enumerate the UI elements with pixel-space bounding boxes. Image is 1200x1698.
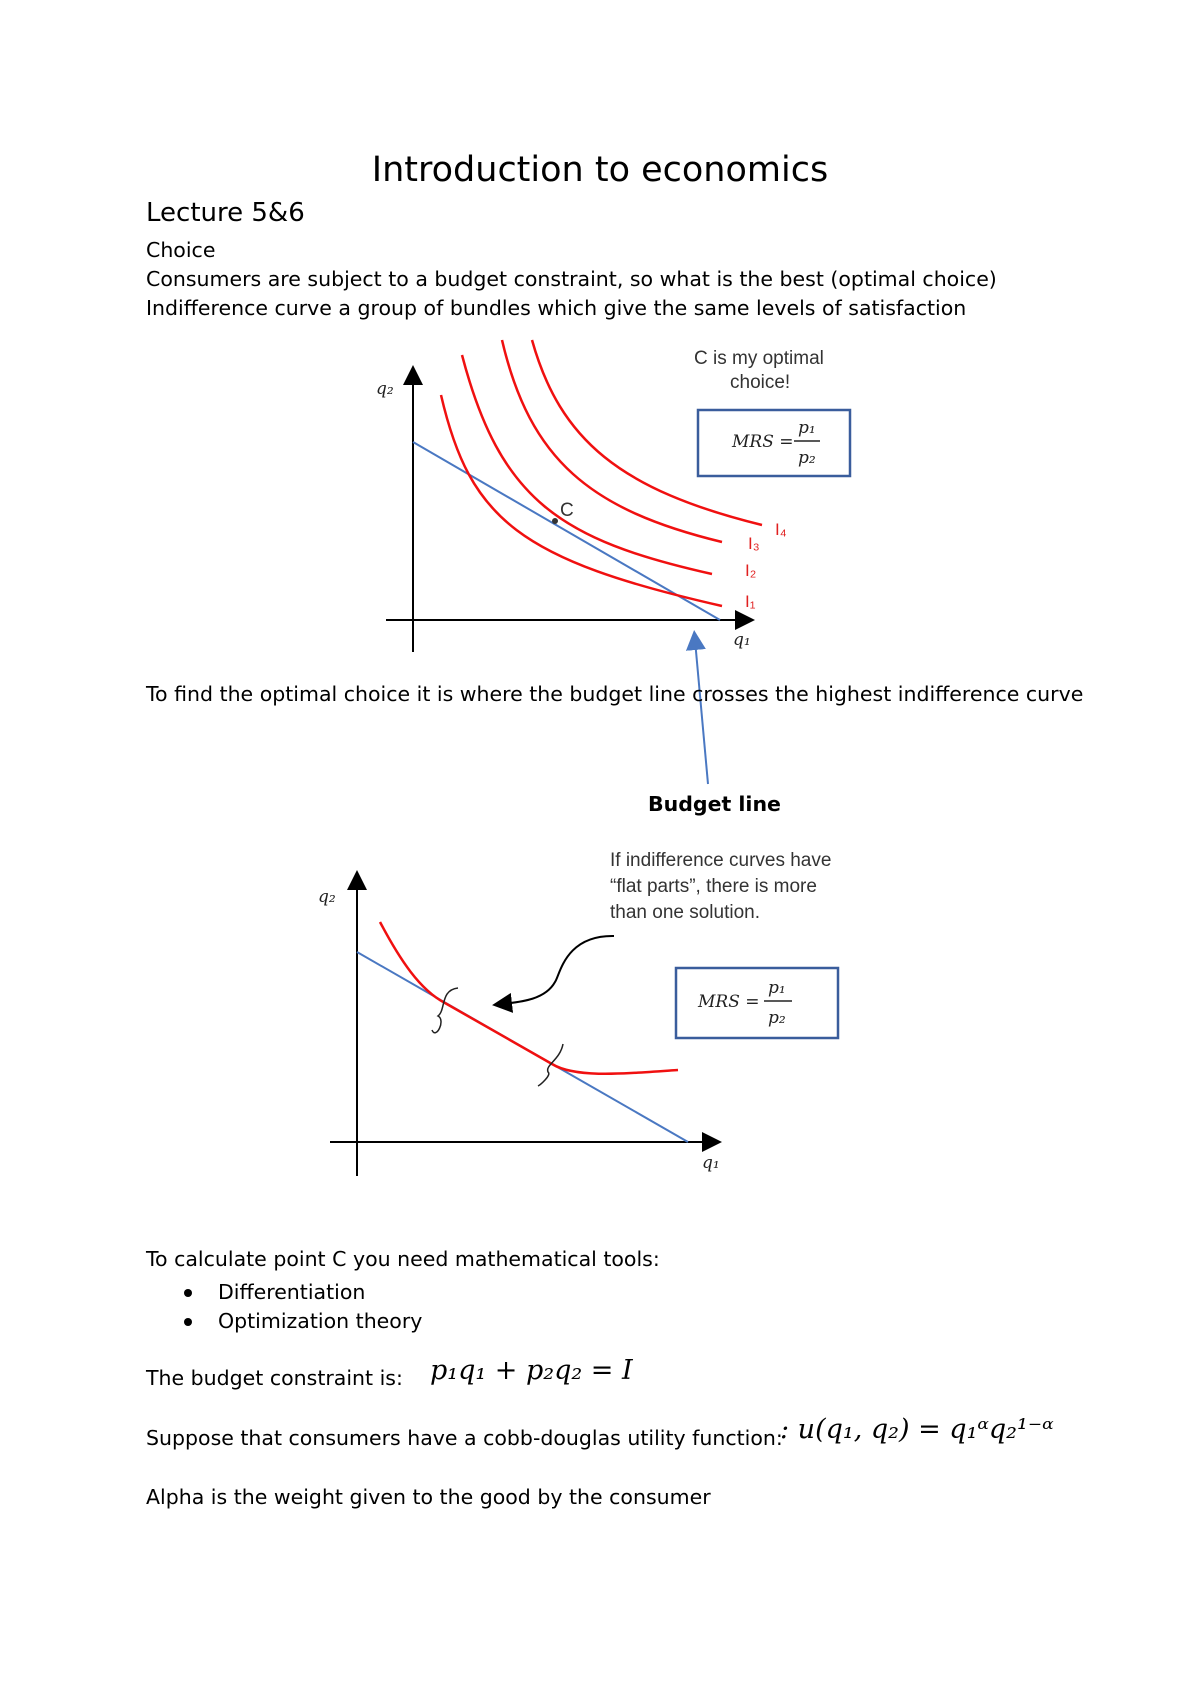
fig1-mrs-label: MRS = (732, 432, 794, 452)
budget-constraint-sentence: Consumers are subject to a budget constraint, so what is the best (optimal choice) (146, 267, 997, 291)
fig1-point-c-label: C (560, 500, 574, 521)
calc-intro-sentence: To calculate point C you need mathematical tools: (146, 1247, 660, 1271)
alpha-sentence: Alpha is the weight given to the good by the consumer (146, 1485, 711, 1509)
budget-line-label: Budget line (648, 792, 781, 816)
budget-constraint-label: The budget constraint is: (146, 1366, 403, 1390)
optimal-choice-sentence: To find the optimal choice it is where the budget line crosses the highest indifference curve (146, 682, 1084, 706)
fig1-y-axis-label: q₂ (376, 379, 394, 399)
cobb-douglas-sentence: Suppose that consumers have a cobb-douglas utility function: (146, 1426, 783, 1450)
cobb-douglas-formula: : u(q₁, q₂) = q₁ᵅq₂¹⁻ᵅ (780, 1414, 1054, 1445)
fig1-mrs-denominator: p₂ (798, 448, 816, 468)
fig2-left-brace (432, 988, 458, 1033)
lecture-heading: Lecture 5&6 (146, 198, 305, 228)
fig1-mrs-numerator: p₁ (798, 418, 816, 438)
budget-line-pointer-arrow (695, 640, 708, 784)
fig2-right-brace (538, 1044, 563, 1086)
indifference-curve-definition: Indifference curve a group of bundles which give the same levels of satisfaction (146, 296, 967, 320)
fig2-y-axis-label: q₂ (318, 887, 336, 907)
fig2-indifference-curve (380, 922, 678, 1074)
bullet-dot (184, 1289, 192, 1297)
fig1-label-i3: I₃ (748, 534, 760, 553)
fig1-point-c (552, 518, 558, 524)
fig1-x-axis-label: q₁ (733, 630, 751, 650)
fig1-curve-i2 (462, 355, 712, 574)
fig2-mrs-numerator: p₁ (768, 978, 786, 998)
fig1-note-line1: C is my optimal (694, 348, 824, 369)
fig2-curved-arrow (502, 936, 614, 1004)
bullet-dot (184, 1318, 192, 1326)
fig2-x-axis-label: q₁ (702, 1153, 720, 1173)
fig2-note-line1: If indifference curves have (610, 850, 832, 871)
fig2-mrs-label: MRS = (698, 992, 760, 1012)
list-item: Differentiation (146, 1280, 422, 1309)
fig1-label-i2: I₂ (745, 561, 757, 580)
budget-constraint-formula: p₁q₁ + p₂q₂ = I (430, 1355, 633, 1386)
fig1-label-i1: I₁ (745, 592, 756, 611)
fig2-note-line3: than one solution. (610, 902, 761, 923)
choice-heading: Choice (146, 238, 216, 262)
page-title: Introduction to economics (371, 150, 829, 190)
fig2-note-line2: “flat parts”, there is more (610, 876, 817, 897)
fig1-label-i4: I₄ (775, 520, 787, 539)
tools-list (146, 1280, 422, 1338)
fig1-note-line2: choice! (730, 372, 791, 393)
fig2-mrs-denominator: p₂ (768, 1008, 786, 1028)
list-item: Optimization theory (146, 1309, 422, 1338)
